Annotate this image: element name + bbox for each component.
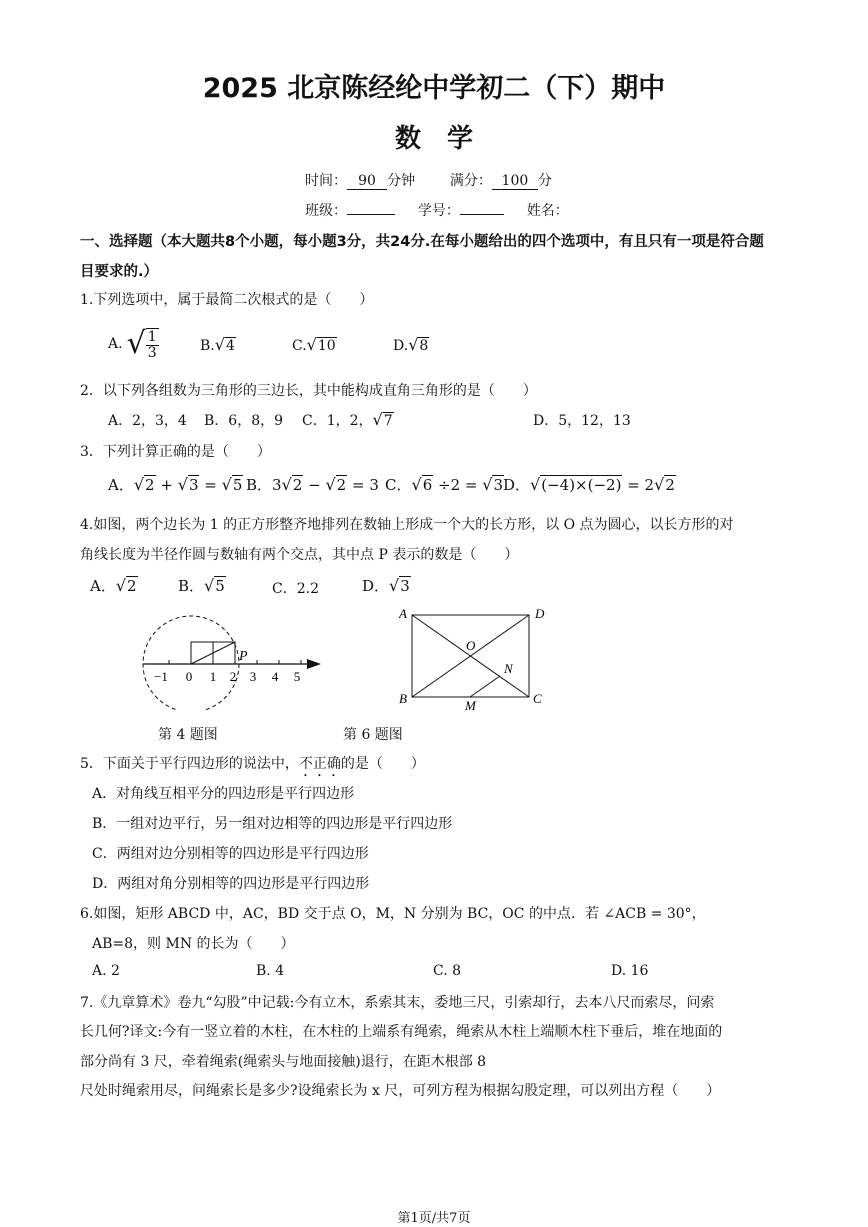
q1-a-num: 1 <box>147 328 157 345</box>
fig6-segment-mn <box>470 676 500 697</box>
q5-option-a[interactable]: A．对角线互相平分的四边形是平行四边形 <box>92 786 355 802</box>
q5-option-c[interactable]: C．两组对边分别相等的四边形是平行四边形 <box>92 846 369 862</box>
id-label: 学号： <box>417 203 460 219</box>
q2-option-d[interactable]: D．5，12，13 <box>533 413 631 429</box>
class-label: 班级： <box>305 203 347 219</box>
fig6-label-m: M <box>465 698 476 712</box>
fig4-tick-label-3: 3 <box>249 669 257 684</box>
q3-option-b[interactable]: B．3√2 − √2 = 3 <box>246 475 379 494</box>
q2-option-a[interactable]: A．2，3，4 <box>108 413 187 429</box>
q4-a-label: A． <box>90 577 116 595</box>
q3-option-d[interactable]: D．√(−4)×(−2) = 2√2 <box>503 475 675 494</box>
q6-option-b[interactable]: B. 4 <box>256 963 285 979</box>
fig4-number-line-diagram <box>135 600 330 710</box>
q4-line1: 4.如图，两个边长为 1 的正方形整齐地排列在数轴上形成一个大的长方形，以 O 点为圆心，以长方形的对 <box>80 517 734 533</box>
q3-a-plus: + <box>160 476 173 494</box>
q7-line2: 长几何?译文:今有一竖立着的木柱，在木柱的上端系有绳索，绳索从木柱上端顺木柱下垂后，堆在地面的 <box>80 1024 723 1040</box>
class-blank[interactable] <box>347 214 395 215</box>
time-score-line <box>305 170 552 190</box>
q3-stem: 3．下列计算正确的是（ ） <box>80 444 271 460</box>
q1-b-rad: 4 <box>225 338 235 354</box>
q3-c-eq: = <box>464 476 478 494</box>
time-label: 时间： <box>305 173 347 189</box>
q6-line1: 6.如图，矩形 ABCD 中，AC，BD 交于点 O，M，N 分别为 BC，OC 的中点．若 ∠ACB = 30°， <box>80 906 706 922</box>
q3-a-eq: = <box>204 476 217 494</box>
q6-line2: AB=8，则 MN 的长为（ ） <box>92 936 295 952</box>
fig4-tick-label-2: 2 <box>229 669 237 684</box>
q4-option-d[interactable]: D．√3 <box>362 576 410 595</box>
q3-a-r3: 3 <box>188 476 199 494</box>
q1-a-sqrt: √ $\frac{1}{3}$ <box>126 326 157 361</box>
q2-option-c[interactable]: C．1，2，√7 <box>302 410 393 429</box>
q5-stem-emph: 不正确 <box>298 756 341 772</box>
fig4-caption: 第 4 题图 <box>158 727 218 743</box>
fig6-rectangle-diagram <box>395 602 555 712</box>
q4-a-rad: 2 <box>127 577 137 595</box>
fig4-square2 <box>213 642 235 664</box>
q1-stem: 1.下列选项中，属于最简二次根式的是（ ） <box>80 292 374 308</box>
q3-b-eq3: = 3 <box>352 476 379 494</box>
q5-stem-post: 的是（ ） <box>340 756 425 772</box>
q4-b-label: B． <box>178 577 205 595</box>
fig6-label-b: B <box>399 691 407 706</box>
q1-d-rad: 8 <box>419 338 429 354</box>
q1-option-a[interactable] <box>108 320 159 368</box>
q1-a-label: A. <box>108 336 123 352</box>
q3-d-label: D． <box>503 476 531 494</box>
q3-a-r5: 5 <box>232 476 243 494</box>
q1-option-c[interactable]: C.√10 <box>292 335 336 354</box>
q1-d-label: D. <box>393 338 409 354</box>
q4-d-rad: 3 <box>400 577 410 595</box>
fig4-tick-label-5: 5 <box>293 669 301 684</box>
q3-d-eq: = 2 <box>627 476 655 494</box>
fig6-caption: 第 6 题图 <box>343 727 403 743</box>
fig4-tick-label-1: 1 <box>209 669 217 684</box>
q3-b-r2b: 2 <box>336 476 347 494</box>
q5-option-b[interactable]: B．一组对边平行，另一组对边相等的四边形是平行四边形 <box>92 816 453 832</box>
exam-title: 2025 北京陈经纶中学初二（下）期中 <box>202 73 666 104</box>
page-number: 第1页/共7页 <box>397 1211 471 1226</box>
student-info-line <box>305 200 569 220</box>
q1-c-rad: 10 <box>317 338 336 354</box>
q3-b-label: B． <box>246 476 273 494</box>
q3-d-rad: (−4)×(−2) <box>541 476 622 494</box>
q6-option-c[interactable]: C. 8 <box>433 963 462 979</box>
q2-stem: 2．以下列各组数为三角形的三边长，其中能构成直角三角形的是（ ） <box>80 383 537 399</box>
q2-c-text: C．1，2， <box>302 413 373 429</box>
q3-a-r2: 2 <box>145 476 155 494</box>
fig6-label-c: C <box>533 691 542 706</box>
fig6-label-o: O <box>466 638 476 653</box>
q3-b-minus: − <box>308 476 321 494</box>
q7-line4: 尺处时绳索用尽，问绳索长是多少?设绳索长为 x 尺，可列方程为根据勾股定理，可以列出方程（ ） <box>80 1083 721 1099</box>
fig4-point-p: P <box>239 649 248 664</box>
q5-stem-pre: 5．下面关于平行四边形的说法中， <box>80 756 299 772</box>
q2-c-rad: 7 <box>383 413 393 429</box>
q3-c-div: ÷2 <box>438 476 461 494</box>
fig6-label-d: D <box>535 606 545 621</box>
fig6-label-a: A <box>399 606 407 621</box>
q3-option-a[interactable]: A．√2 + √3 = √5 <box>108 475 243 494</box>
fig4-tick-label-4: 4 <box>271 669 279 684</box>
q4-line2: 角线长度为半径作圆与数轴有两个交点，其中点 P 表示的数是（ ） <box>80 547 519 563</box>
score-label: 满分： <box>449 173 492 189</box>
fig4-axis-arrow <box>307 659 321 669</box>
subject-title: 数 学 <box>394 124 473 154</box>
q4-b-rad: 5 <box>215 577 225 595</box>
score-value: 100 <box>492 174 538 190</box>
section-heading-line2: 目要求的.） <box>80 264 159 280</box>
q1-b-label: B. <box>200 338 215 354</box>
q6-option-a[interactable]: A. 2 <box>92 963 120 979</box>
fig6-label-n: N <box>504 661 513 676</box>
q3-c-r6: 6 <box>422 476 433 494</box>
q3-a-label: A． <box>108 476 134 494</box>
id-blank[interactable] <box>460 214 504 215</box>
q4-d-label: D． <box>362 577 390 595</box>
fig4-tick-label-m1: −1 <box>154 669 168 684</box>
q1-option-b[interactable]: B.√4 <box>200 335 235 354</box>
time-unit: 分钟 <box>387 173 415 189</box>
q3-b-r2a: 2 <box>292 476 303 494</box>
q4-option-a[interactable]: A．√2 <box>90 576 137 595</box>
q4-option-b[interactable]: B．√5 <box>178 576 225 595</box>
q1-c-label: C. <box>292 338 307 354</box>
fig4-square1 <box>191 642 213 664</box>
q2-option-b[interactable]: B．6，8，9 <box>204 413 284 429</box>
fig4-tick-label-0: 0 <box>185 669 193 684</box>
q7-line1: 7.《九章算术》卷九“勾股”中记载:今有立木，系索其末，委地三尺，引索却行，去本八尺而索尽，问索 <box>80 995 715 1011</box>
q3-option-c[interactable]: C．√6 ÷2 = √3 <box>385 475 504 494</box>
name-label: 姓名： <box>526 203 569 219</box>
q3-b-coef: 3 <box>272 476 282 494</box>
q6-option-d[interactable]: D. 16 <box>611 963 649 979</box>
q3-d-r2: 2 <box>665 476 675 494</box>
q5-stem <box>80 753 425 780</box>
q7-line3: 部分尚有 3 尺，牵着绳索(绳索头与地面接触)退行，在距木根部 8 <box>80 1054 487 1070</box>
q1-option-d[interactable]: D.√8 <box>393 335 429 354</box>
q4-option-c[interactable]: C．2.2 <box>272 581 319 597</box>
q3-c-label: C． <box>385 476 412 494</box>
section-heading-line1: 一、选择题（本大题共8个小题，每小题3分，共24分.在每小题给出的四个选项中，有且只有一项是符合题 <box>80 234 764 250</box>
q5-option-d[interactable]: D．两组对角分别相等的四边形是平行四边形 <box>92 876 370 892</box>
q1-a-den: 3 <box>147 344 157 361</box>
q3-c-r3: 3 <box>493 476 504 494</box>
score-unit: 分 <box>537 173 552 189</box>
time-value: 90 <box>347 174 387 190</box>
